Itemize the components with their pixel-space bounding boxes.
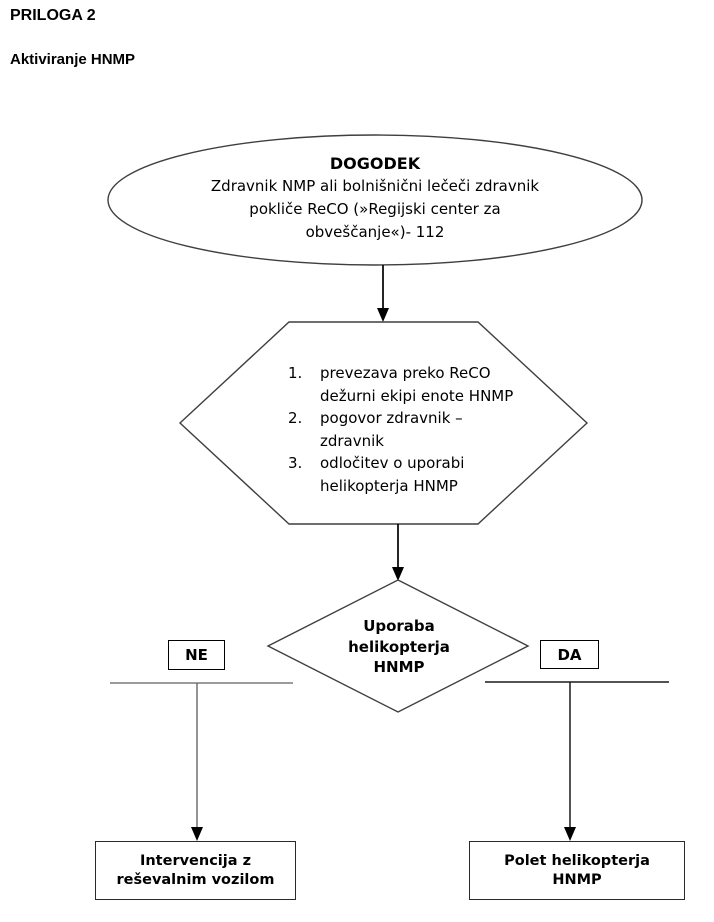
event-text-line: Zdravnik NMP ali bolnišnični lečeči zdravnik [210, 177, 540, 195]
decision-text-line: HNMP [373, 658, 425, 676]
process-item-text: helikopterja HNMP [320, 476, 458, 495]
process-item-number: 3. [288, 454, 303, 472]
event-title: DOGODEK [329, 154, 421, 173]
arrowhead-down-icon [377, 308, 389, 322]
decision-text-line: Uporaba [363, 617, 435, 635]
process-item-text: odločitev o uporabi [320, 454, 465, 472]
event-text-line: pokliče ReCO (»Regijski center za [249, 200, 501, 218]
process-item-text: zdravnik [320, 431, 384, 450]
outcome-yes-text-line: HNMP [552, 871, 602, 888]
decision-node [322, 616, 476, 678]
arrowhead-down-icon [191, 827, 203, 841]
process-item-number: 1. [288, 364, 303, 382]
outcome-yes-text-line: Polet helikopterja [504, 852, 650, 869]
arrowhead-down-icon [564, 827, 576, 841]
arrowhead-down-icon [392, 567, 404, 581]
process-node [288, 362, 513, 497]
outcome-no-text-line: Intervencija z [139, 852, 252, 869]
process-item [288, 407, 513, 452]
branch-yes-label-box: DA [540, 640, 599, 669]
process-item-text: prevezava preko ReCO [320, 364, 491, 382]
outcome-no-box [95, 841, 296, 900]
outcome-no-text-line: reševalnim vozilom [116, 871, 275, 888]
process-item [288, 362, 513, 407]
page-subtitle: Aktiviranje HNMP [10, 51, 136, 68]
process-item-text: pogovor zdravnik – [320, 409, 463, 427]
page-title: PRILOGA 2 [10, 7, 96, 24]
process-item-number: 2. [288, 409, 303, 427]
event-text-line: obveščanje«)- 112 [305, 223, 445, 241]
decision-text-line: helikopterja [348, 637, 450, 656]
process-item-text: dežurni ekipi enote HNMP [320, 386, 514, 405]
event-node [155, 152, 595, 244]
outcome-yes-box [469, 841, 685, 900]
branch-no-label-box: NE [168, 640, 225, 670]
process-item [288, 452, 513, 497]
